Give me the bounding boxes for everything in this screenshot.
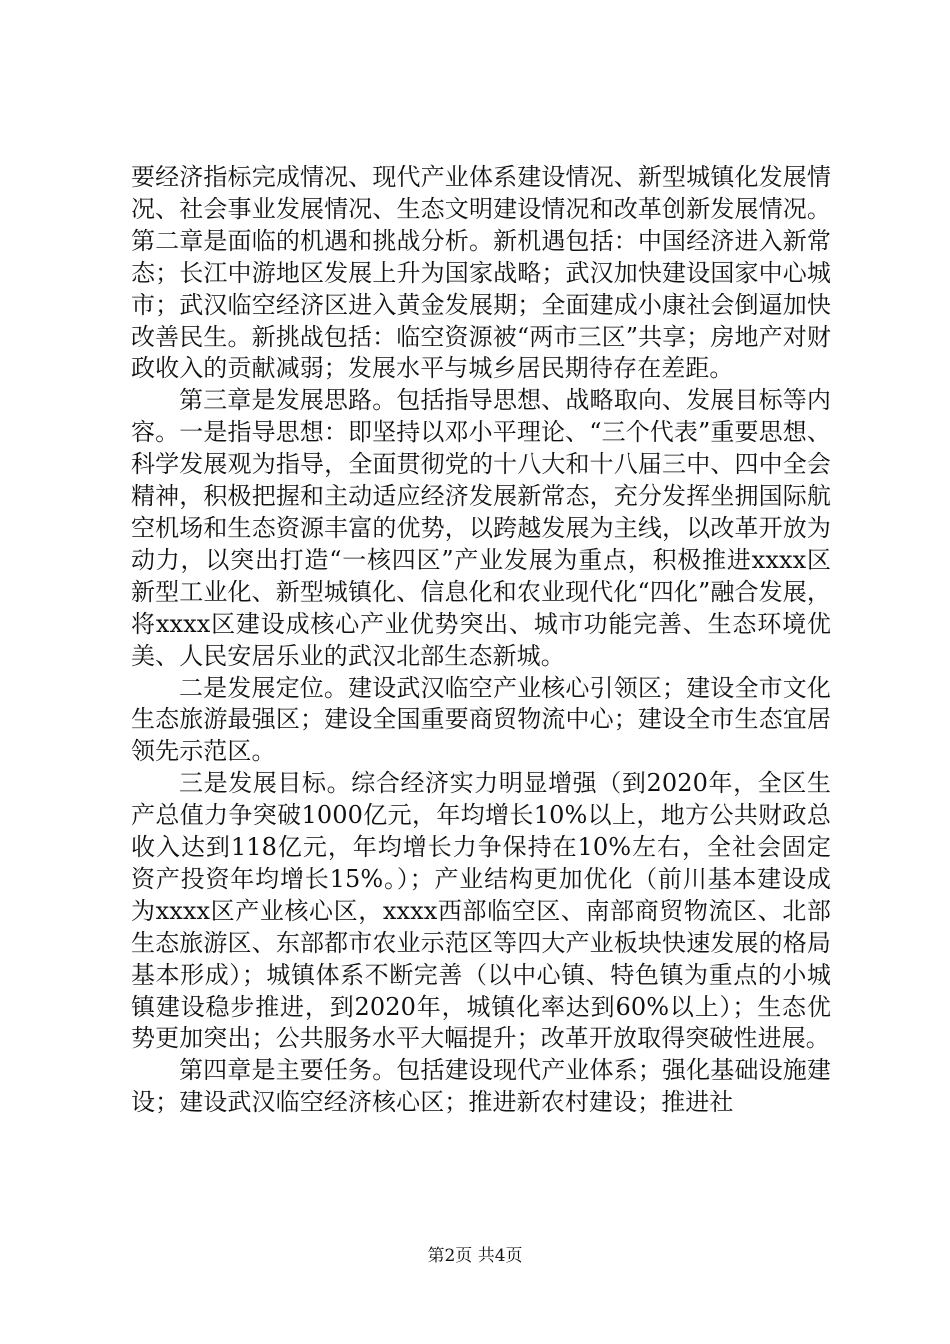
paragraph-4: 三是发展目标。综合经济实力明显增强（到2020年，全区生产总值力争突破1000亿元，年均增长10%以上，地方公共财政总收入达到118亿元，年均增长力争保持在10%左右，全社会固定资产投资年均增长15%。）；产业结构更加优化（前川基本建设成为xxxx区产业核心区，xxxx西部临空区、南部商贸物流区、北部生态旅游区、东部都市农业示范区等四大产业板块快速发展的格局基本形成）；城镇体系不断完善（以中心镇、特色镇为重点的小城镇建设稳步推进，到2020年，城镇化率达到60%以上）；生态优势更加突出；公共服务水平大幅提升；改革开放取得突破性进展。 xyxy=(131,769,831,1053)
page-footer: 第2页 共4页 xyxy=(427,1246,523,1266)
paragraph-1: 要经济指标完成情况、现代产业体系建设情况、新型城镇化发展情况、社会事业发展情况、生态文明建设情况和改革创新发展情况。第二章是面临的机遇和挑战分析。新机遇包括：中国经济进入新常态；长江中游地区发展上升为国家战略；武汉加快建设国家中心城市；武汉临空经济区进入黄金发展期；全面建成小康社会倒逼加快改善民生。新挑战包括：临空资源被“两市三区”共享；房地产对财政收入的贡献减弱；发展水平与城乡居民期待存在差距。 xyxy=(131,163,831,383)
paragraph-5: 第四章是主要任务。包括建设现代产业体系；强化基础设施建设；建设武汉临空经济核心区；推进新农村建设；推进社 xyxy=(131,1056,831,1117)
document-body xyxy=(131,162,831,1119)
paragraph-2: 第三章是发展思路。包括指导思想、战略取向、发展目标等内容。一是指导思想：即坚持以邓小平理论、“三个代表”重要思想、科学发展观为指导，全面贯彻党的十八大和十八届三中、四中全会精神，积极把握和主动适应经济发展新常态，充分发挥坐拥国际航空机场和生态资源丰富的优势，以跨越发展为主线，以改革开放为动力，以突出打造“一核四区”产业发展为重点，积极推进xxxx区新型工业化、新型城镇化、信息化和农业现代化“四化”融合发展，将xxxx区建设成核心产业优势突出、城市功能完善、生态环境优美、人民安居乐业的武汉北部生态新城。 xyxy=(131,386,831,670)
paragraph-3: 二是发展定位。建设武汉临空产业核心引领区；建设全市文化生态旅游最强区；建设全国重要商贸物流中心；建设全市生态宜居领先示范区。 xyxy=(131,673,831,766)
